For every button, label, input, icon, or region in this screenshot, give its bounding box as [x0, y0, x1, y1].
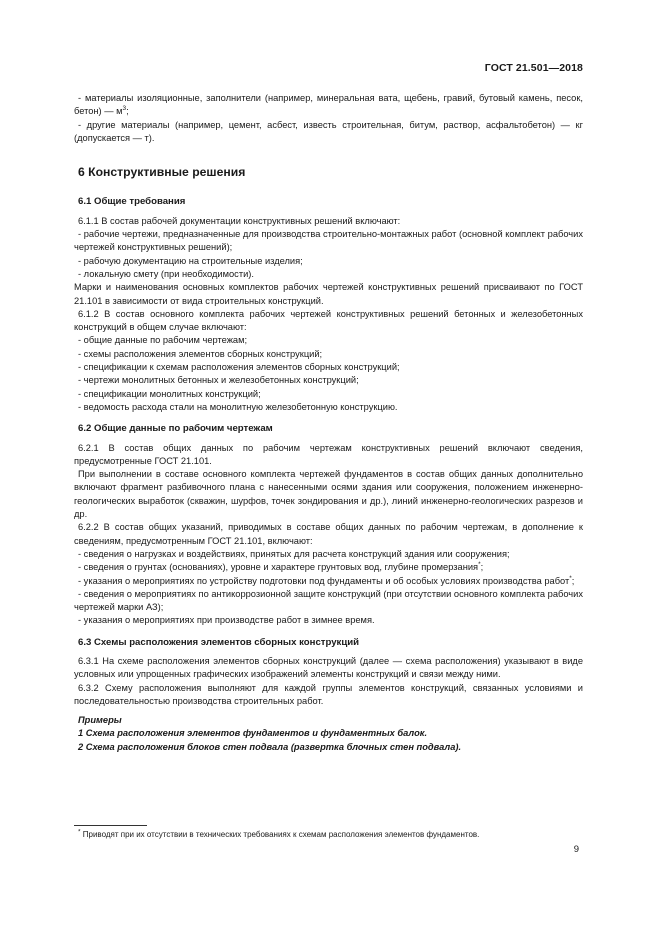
list-item: - сведения о грунтах (основаниях), уровне и характере грунтовых вод, глубине промерзания*; [78, 561, 484, 573]
list-item: - сведения о мероприятиях по антикоррозионной защите конструкций (при отсутствии основного комплекта рабочих чертежей марки АЗ); [74, 588, 583, 613]
page-body [74, 92, 583, 754]
paragraph-6-1-2: 6.1.2 В состав основного комплекта рабочих чертежей конструктивных решений бетонных и железобетонных конструкций в общем случае включают: [74, 308, 583, 333]
list-item: - указания о мероприятиях при производстве работ в зимнее время. [78, 615, 375, 626]
footnote: * Приводят при их отсутствии в технических требованиях к схемам расположения элементов фундаментов. [78, 828, 480, 839]
paragraph-6-3-2: 6.3.2 Схему расположения выполняют для каждой группы элементов конструкций, связанных условиями и последовательностью производства строительных работ. [74, 682, 583, 706]
list-item: - локальную смету (при необходимости). [78, 268, 254, 279]
intro-item-other-materials: - другие материалы (например, цемент, асбест, известь строительная, битум, раствор, асфальтобетон) — кг (допускается — т). [74, 119, 583, 143]
list-item: - спецификации монолитных конструкций; [78, 388, 261, 399]
example-item: 2 Схема расположения блоков стен подвала (развертка блочных стен подвала). [78, 741, 462, 752]
intro-item-insulation: - материалы изоляционные, заполнители (например, минеральная вата, щебень, гравий, бутовый камень, песок, бетон) — $м^3$; [74, 93, 583, 117]
example-item: 1 Схема расположения элементов фундаментов и фундаментных балок. [78, 728, 428, 739]
paragraph-6-2-2: 6.2.2 В состав общих указаний, приводимых в составе общих данных по рабочим чертежам, в дополнение к сведениям, предусмотренным ГОСТ 21.101, включают: [74, 522, 583, 546]
list-item: - рабочую документацию на строительные изделия; [78, 255, 303, 266]
list-item: - схемы расположения элементов сборных конструкций; [78, 348, 323, 359]
document-standard-id: ГОСТ 21.501—2018 [484, 62, 583, 74]
subsection-title-6-2: 6.2 Общие данные по рабочим чертежам [78, 423, 273, 435]
subsection-title-6-1: 6.1 Общие требования [78, 196, 186, 208]
paragraph-6-3-1: 6.3.1 На схеме расположения элементов сборных конструкций (далее — схема расположения) указывают в виде условных или упрощенных графических изображений элементы конструкций и связи между ними. [74, 655, 583, 680]
paragraph-foundations: При выполнении в составе основного комплекта чертежей фундаментов в состав общих данных дополнительно включают фрагмент разбивочного плана с нанесенными осями здания или сооружения, положением инженерно-геологических выработок (скважин, шурфов, точек зондирования и др.), линий инженерно-геологических разрезов и др. [74, 469, 583, 520]
list-item: - ведомость расхода стали на монолитную железобетонную конструкцию. [78, 401, 398, 412]
list-item: - спецификации к схемам расположения элементов сборных конструкций; [78, 362, 400, 373]
footnote-divider [74, 825, 147, 826]
section-title: 6 Конструктивные решения [78, 165, 246, 180]
list-item: - чертежи монолитных бетонных и железобетонных конструкций; [78, 375, 359, 386]
list-item: - общие данные по рабочим чертежам; [78, 335, 248, 346]
list-item: - рабочие чертежи, предназначенные для производства строительно-монтажных работ (основной комплект рабочих чертежей конструктивных решений); [74, 229, 583, 253]
paragraph-6-1-1: 6.1.1 В состав рабочей документации конструктивных решений включают: [78, 215, 401, 226]
page-number: 9 [573, 844, 579, 855]
paragraph-marks: Марки и наименования основных комплектов рабочих чертежей конструктивных решений присваивают по ГОСТ 21.101 в зависимости от вида строительных конструкций. [74, 282, 583, 306]
list-item: - сведения о нагрузках и воздействиях, принятых для расчета конструкций здания или сооружения; [78, 548, 510, 559]
list-item: - указания о мероприятиях по устройству подготовки под фундаменты и об особых условиях производства работ*; [78, 574, 575, 586]
subsection-title-6-3: 6.3 Схемы расположения элементов сборных конструкций [78, 636, 360, 648]
paragraph-6-2-1: 6.2.1 В состав общих данных по рабочим чертежам конструктивных решений включают сведения, предусмотренные ГОСТ 21.101. [74, 442, 583, 466]
examples-title: Примеры [78, 715, 122, 726]
